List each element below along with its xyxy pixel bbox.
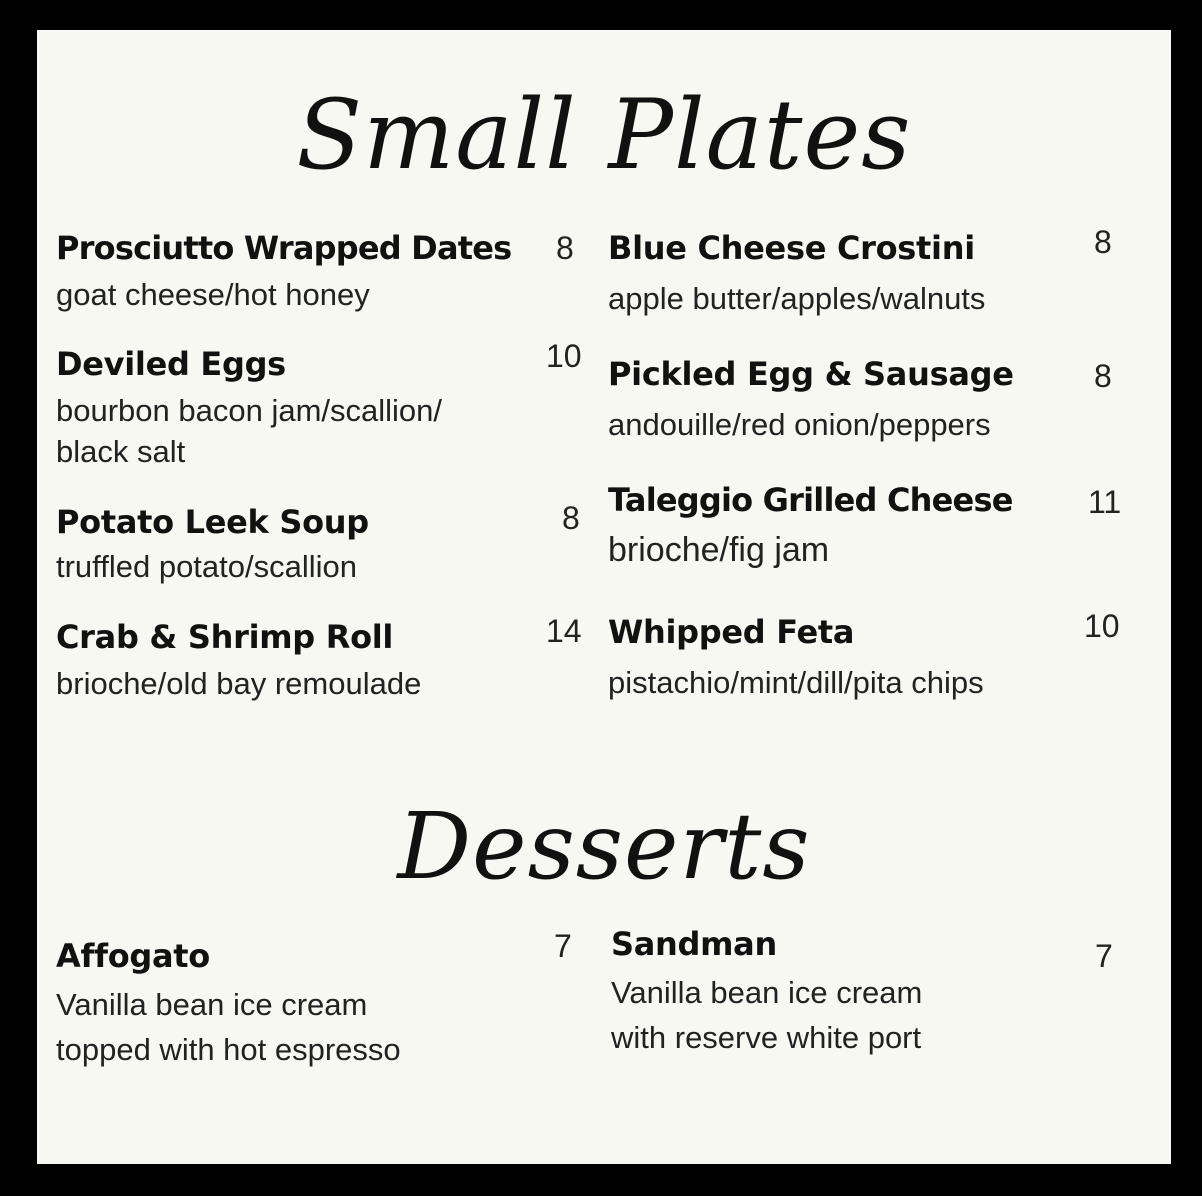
item-price: 10 <box>546 338 582 374</box>
item-price: 7 <box>1095 938 1113 974</box>
item-description: apple butter/apples/walnuts <box>608 281 986 316</box>
item-name: Taleggio Grilled Cheese <box>608 481 1013 519</box>
item-name: Prosciutto Wrapped Dates <box>56 229 512 267</box>
menu-item-taleggio-grilled-cheese <box>608 480 1138 580</box>
item-name: Potato Leek Soup <box>56 503 369 541</box>
item-description: truffled potato/scallion <box>56 549 358 584</box>
small-plates-title: Small Plates <box>296 79 912 191</box>
item-description: Vanilla bean ice cream <box>611 975 923 1010</box>
menu-item-blue-cheese-crostini <box>608 224 1138 318</box>
item-name: Crab & Shrimp Roll <box>56 618 394 656</box>
item-description: brioche/fig jam <box>608 531 830 569</box>
menu-item-whipped-feta <box>608 608 1138 702</box>
item-name: Blue Cheese Crostini <box>608 229 975 267</box>
menu-item-sandman <box>611 924 1141 1064</box>
item-description: brioche/old bay remoulade <box>56 666 422 701</box>
item-name: Affogato <box>56 937 210 975</box>
item-description: black salt <box>56 434 186 469</box>
item-price: 14 <box>546 613 582 649</box>
menu-item-affogato <box>56 928 586 1076</box>
item-name: Deviled Eggs <box>56 345 286 383</box>
item-price: 7 <box>554 928 572 964</box>
menu-item-pickled-egg-sausage <box>608 354 1138 444</box>
item-price: 8 <box>556 230 574 266</box>
item-description: Vanilla bean ice cream <box>56 987 368 1022</box>
menu-item-deviled-eggs <box>56 338 586 474</box>
item-name: Whipped Feta <box>608 613 855 651</box>
menu-item-crab-shrimp-roll <box>56 613 586 707</box>
menu-item-prosciutto-wrapped-dates <box>56 228 586 318</box>
desserts-title: Desserts <box>397 793 811 900</box>
item-description: with reserve white port <box>611 1020 922 1055</box>
item-price: 10 <box>1084 608 1120 644</box>
item-description: goat cheese/hot honey <box>56 277 370 312</box>
menu-card <box>37 30 1171 1164</box>
menu-item-potato-leek-soup <box>56 502 586 592</box>
item-name: Pickled Egg & Sausage <box>608 355 1014 393</box>
item-price: 11 <box>1088 484 1122 520</box>
item-description: topped with hot espresso <box>56 1032 401 1067</box>
item-description: andouille/red onion/peppers <box>608 407 991 442</box>
item-description: bourbon bacon jam/scallion/ <box>56 393 443 428</box>
item-description: pistachio/mint/dill/pita chips <box>608 665 984 700</box>
item-price: 8 <box>1094 224 1112 260</box>
item-price: 8 <box>1094 358 1112 394</box>
item-name: Sandman <box>611 925 777 963</box>
item-price: 8 <box>562 500 580 536</box>
